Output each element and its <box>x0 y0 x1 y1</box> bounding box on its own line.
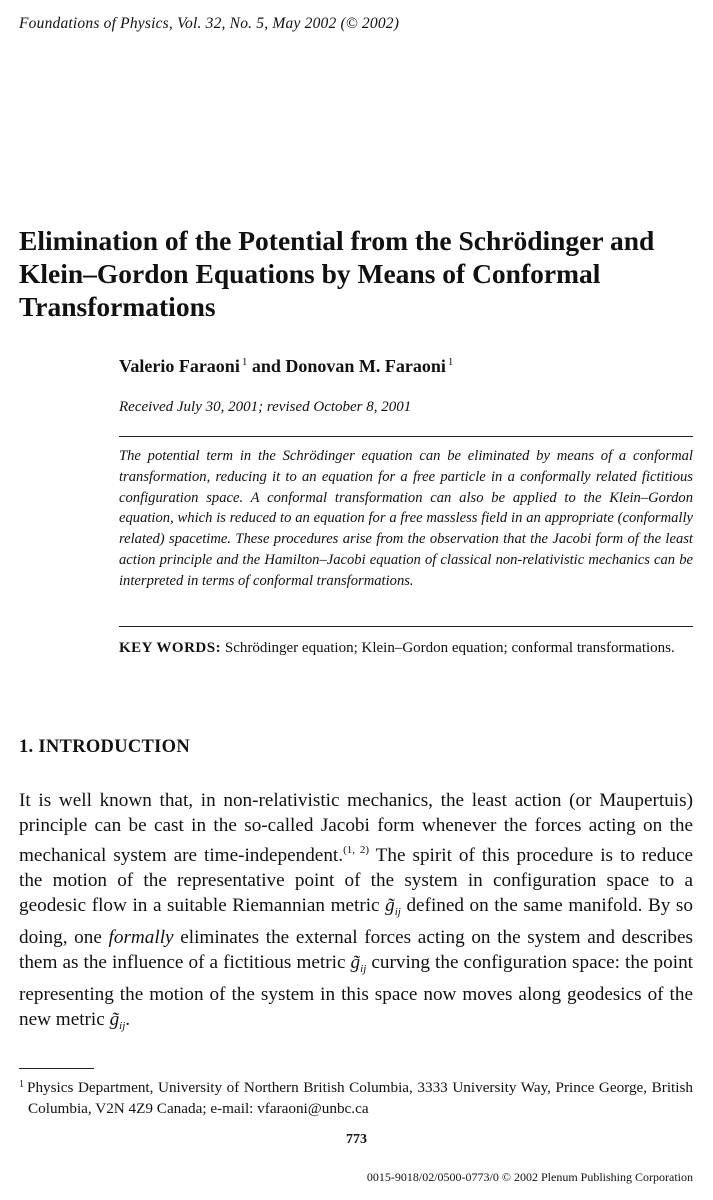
metric-symbol <box>385 895 401 916</box>
abstract-bottom-rule <box>119 626 693 627</box>
metric-letter: g̃ <box>350 952 361 973</box>
paragraph-text: eliminates the external forces acting on the system and describes them as the influence of a fictitious metric <box>19 927 693 973</box>
citation-reference[interactable]: (1, 2) <box>343 844 370 856</box>
emphasis-text: formally <box>108 927 174 948</box>
paragraph-text: defined on the same manifold. By so doing, one <box>19 895 693 948</box>
title-line: Elimination of the Potential from the Schrödinger and <box>19 225 655 256</box>
page-number: 773 <box>346 1132 367 1147</box>
intro-paragraph <box>19 788 693 1039</box>
section-heading: 1. INTRODUCTION <box>19 737 191 757</box>
paragraph-text: It is well known that, in non-relativistic mechanics, the least action (or Maupertuis) principle can be cast in the so-called Jacobi form whenever the forces acting on the mechanical system are time-independent. <box>19 790 693 866</box>
abstract-top-rule <box>119 436 693 437</box>
keywords-text: Schrödinger equation; Klein–Gordon equation; conformal transformations. <box>221 640 675 656</box>
paragraph-text: . <box>125 1009 131 1030</box>
metric-index: ij <box>360 963 367 975</box>
copyright-line: 0015-9018/02/0500-0773/0 © 2002 Plenum Publishing Corporation <box>366 1170 693 1184</box>
metric-symbol <box>351 952 367 973</box>
abstract: The potential term in the Schrödinger equation can be eliminated by means of a conformal transformation, reducing it to an equation for a free particle in a conformally related fictitious configuration space. A conformal transformation can also be applied to the Klein–Gordon equation, which is reduced to an equation for a free massless field in an appropriate (conformally related) spacetime. These procedures arise from the observation that the Jacobi form of the least action principle and the Hamilton–Jacobi equation of classical non-relativistic mechanics can be interpreted in terms of conformal transformations. <box>119 448 693 589</box>
metric-letter: g̃ <box>109 1009 120 1030</box>
keywords <box>119 638 693 659</box>
metric-symbol <box>110 1009 126 1030</box>
affiliation-marker: 1 <box>241 356 248 368</box>
title-line: Klein–Gordon Equations by Means of Conformal <box>19 258 601 289</box>
author-list <box>119 356 453 377</box>
journal-header: Foundations of Physics, Vol. 32, No. 5, May 2002 (© 2002) <box>19 15 400 32</box>
footnote-marker: 1 <box>19 1079 24 1090</box>
metric-index: ij <box>119 1020 126 1032</box>
paragraph-text: The spirit of this procedure is to reduce the motion of the representative point of the system in configuration space to a geodesic flow in a suitable Riemannian metric <box>19 845 694 916</box>
metric-index: ij <box>394 906 401 918</box>
footnote-body: Physics Department, University of Northern British Columbia, 3333 University Way, Prince George, British Columbia, V2N 4Z9 Canada; e-mail: vfaraoni@unbc.ca <box>27 1079 693 1117</box>
footnote <box>19 1074 693 1119</box>
affiliation-marker: 1 <box>447 356 454 368</box>
author-name: Valerio Faraoni <box>119 356 240 376</box>
metric-letter: g̃ <box>385 895 395 916</box>
paragraph-text: curving the configuration space: the point representing the motion of the system in this space now moves along geodesics of the new metric <box>19 952 693 1030</box>
footnote-rule <box>19 1068 94 1069</box>
author-connector: and <box>247 356 286 376</box>
footnote-text <box>19 1074 693 1119</box>
title-line: Transformations <box>19 291 216 322</box>
keywords-label: KEY WORDS: <box>119 640 222 656</box>
received-dates: Received July 30, 2001; revised October 8, 2001 <box>119 399 412 415</box>
author-name: Donovan M. Faraoni <box>285 356 446 376</box>
paper-title <box>19 224 699 323</box>
